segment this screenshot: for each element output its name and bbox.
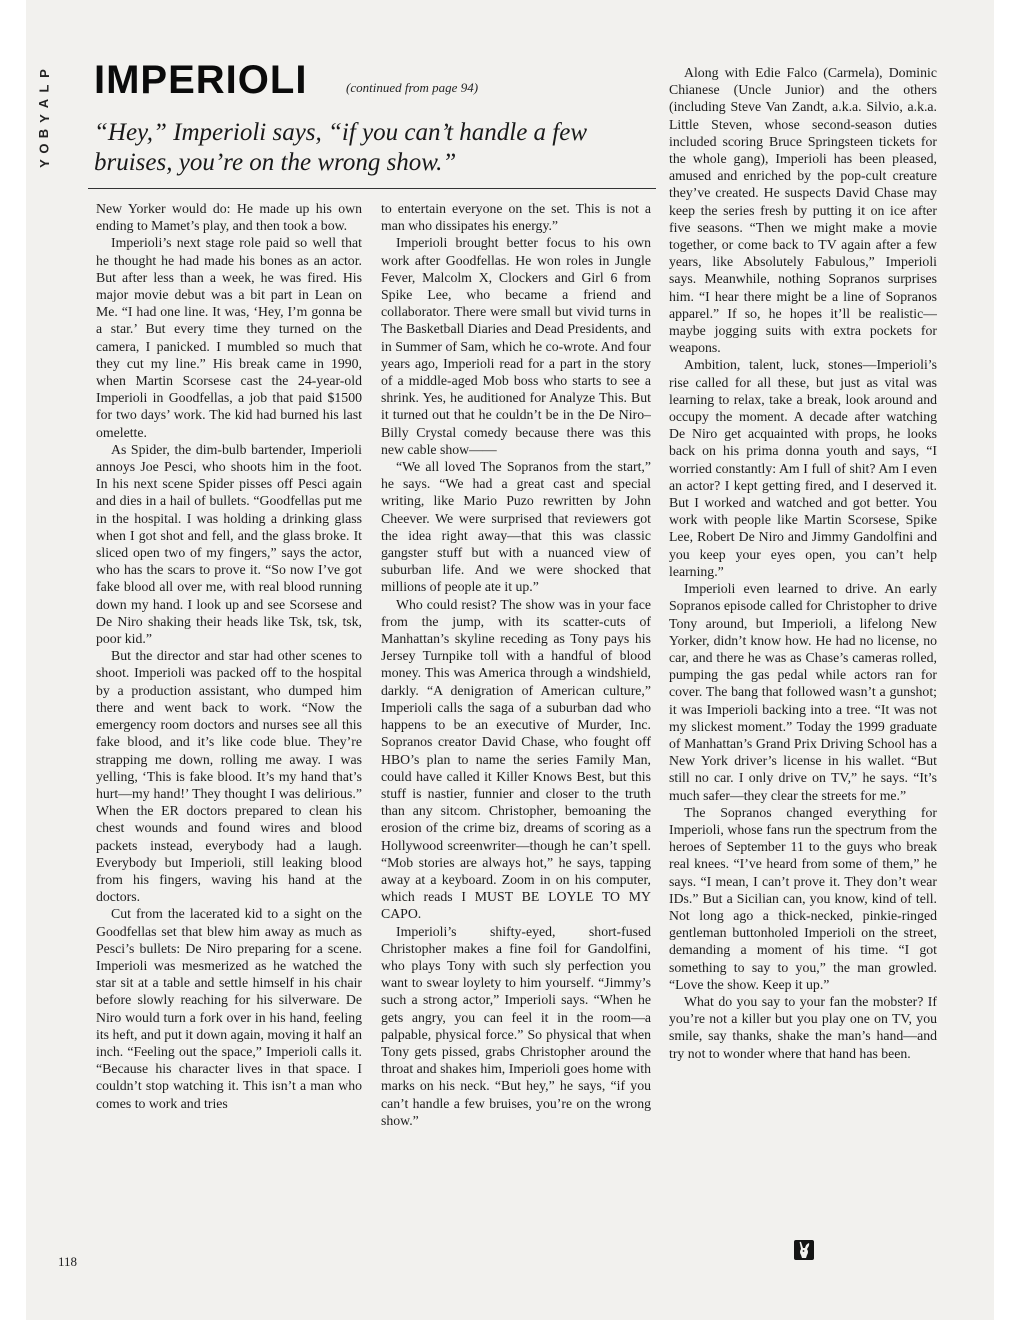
magazine-letter: O [36, 143, 52, 154]
paragraph: As Spider, the dim-bulb bartender, Imperioli annoys Joe Pesci, who shoots him in the foot. In his next scene Spider pisses off Pesci again and dies in a hail of bullets. “Goodfellas put me in the hospital. I was holding a drinking glass when I got shot and fell, and the glass broke. It sliced open two of my fingers,” says the actor, who has the scars to prove it. “So now I’ve got fake blood all over me, with real blood running down my hand. I look up and see Scorsese and De Niro shaking their heads like Tsk, tsk, tsk, poor kid.” [96, 441, 362, 647]
paragraph: What do you say to your fan the mobster? If you’re not a killer but you play one on TV, you smile, say thanks, shake the man’s hand—and try not to wonder where that hand has been. [669, 993, 937, 1061]
magazine-letter: P [36, 69, 52, 78]
text-column-2 [381, 200, 651, 1280]
paragraph: New Yorker would do: He made up his own ending to Mamet’s play, and then took a bow. [96, 201, 362, 234]
paragraph: Imperioli’s shifty-eyed, short-fused Christopher makes a fine foil for Gandolfini, who plays Tony with such sly perfection you want to swear loylety to him yourself. “Jimmy’s such a strong actor,” Imperioli says. “When he gets angry, you can feel it in the room—a palpable, physical force.” So physical that when Tony gets pissed, grabs Christopher around the throat and shakes him, Imperioli goes home with marks on his neck. “But hey,” he says, “if you can’t handle a few bruises, you’re on the wrong show.” [381, 923, 651, 1128]
magazine-letter: A [36, 98, 52, 109]
paragraph: Imperioli’s next stage role paid so well that he thought he had made his bones as an actor. But after less than a week, he was fired. His major movie debut was a bit part in Lean on Me. “I had one line. It was, ‘Hey, I’m gonna be a star.’ But every time they turned on the camera, I panicked. I mumbled so much that they cut my line.” His break came in 1990, when Martin Scorsese cast the 24-year-old Imperioli in Goodfellas, a job that paid $1500 for two days’ work. The kid had burned his last omelette. [96, 235, 362, 440]
paragraph: Imperioli brought better focus to his own work after Goodfellas. He won roles in Jungle Fever, Malcolm X, Clockers and Girl 6 from Spike Lee, who became a friend and collaborator. There were small but vivid turns in The Basketball Diaries and Dead Presidents, and in Summer of Sam, which he co-wrote. And four years ago, Imperioli read for a part in the story of a middle-aged Mob boss who starts to see a shrink. Yes, he auditioned for Analyze This. But it turned out that he couldn’t be in the De Niro–Billy Crystal comedy because there was this new cable show—— [381, 235, 651, 457]
magazine-letter: Y [36, 114, 52, 123]
paragraph: to entertain everyone on the set. This is not a man who dissipates his energy.” [381, 201, 651, 234]
paragraph: Cut from the lacerated kid to a sight on the Goodfellas set that blew him away as much as Pesci’s bullets: De Niro preparing for a scene. Imperioli was mesmerized as he watched the star sit at a table and settle himself in his chair before slowly reaching for his silverware. De Niro would turn a fork over in his hand, feeling its heft, and put it down again, moving it half an inch. “Feeling out the space,” Imperioli calls it. “Because his character lives in that space. I couldn’t stop watching it. This isn’t a man who comes to work and tries [96, 906, 362, 1111]
header-divider [88, 188, 656, 189]
paragraph: Along with Edie Falco (Carmela), Dominic Chianese (Uncle Junior) and the others (including Steve Van Zandt, a.k.a. Silvio, a.k.a. Little Steven, whose second-season duties included scoring Bruce Springsteen tickets for the whole gang), Imperioli has been pleased, amused and enriched by the pop-cult creature they’ve created. He suspects David Chase may keep the series fresh by putting it on ice after five seasons. “Then we might make a movie together, or come back to TV again after a few years, like Absolutely Fabulous,” Imperioli says. Meanwhile, nothing Sopranos surprises him. “I hear there might be a line of Sopranos apparel.” If so, he hopes it’ll be realistic—maybe jogging suits with extra pockets for weapons. [669, 65, 937, 356]
magazine-letter: L [36, 84, 52, 93]
paragraph: Who could resist? The show was in your face from the jump, with its scatter-cuts of Manhattan’s skyline receding as Tony pays his Jersey Turnpike toll with a handful of blood money. This was America through a windshield, darkly. “A denigration of American culture,” Imperioli calls the saga of a suburban dad who happens to be an executive of Murder, Inc. Sopranos creator David Chase, who fought off HBO’s plan to name the series Family Man, could have called it Killer Knows Best, but this stuff is nastier, funnier and closer to the truth than any sitcom. Christopher, bemoaning the erosion of the crime biz, dreams of scoring as a Hollywood screenwriter—though he can’t spell. “Mob stories are always hot,” he says, tapping away at a keyboard. Zoom in on his computer, which reads I MUST BE LOYLE TO MY CAPO. [381, 596, 651, 922]
continued-note: (continued from page 94) [346, 80, 479, 95]
paragraph: Ambition, talent, luck, stones—Imperioli’s rise called for all these, but just as vital was learning to relax, take a break, look around and occupy the moment. A decade after watching De Niro get acquainted with props, he looks back on his prima donna youth and says, “I worried constantly: Am I full of shit? Am I even an actor? I kept getting fired, and I deserved it. But I worked and watched and got better. You work with people like Martin Scorsese, Spike Lee, Robert De Niro and Jimmy Gandolfini and you keep your eyes open, you can’t help learning.” [669, 357, 937, 579]
magazine-name [34, 66, 54, 171]
rabbit-head-icon [794, 1240, 814, 1260]
paragraph: The Sopranos changed everything for Imperioli, whose fans run the spectrum from the heroes of September 11 to the guys who break real knees. “I’ve heard from some of them,” he says. “I mean, I can’t prove it. They don’t wear IDs.” But a Sicilian can, you know, kind of tell. Not long ago a thick-necked, pinkie-ringed gentleman buttonholed Imperioli on the street, demanding a moment of his time. “I got something to say to you,” the man growled. “Love the show. Keep it up.” [669, 804, 937, 992]
magazine-page [26, 0, 994, 1320]
magazine-letter: Y [36, 159, 52, 168]
pull-quote: “Hey,” Imperioli says, “if you can’t handle a few bruises, you’re on the wrong show.” [94, 119, 588, 176]
article-title: IMPERIOLI [94, 58, 308, 102]
text-column-3 [669, 64, 937, 1256]
paragraph: But the director and star had other scenes to shoot. Imperioli was packed off to the hospital by a production assistant, who dumped him there and went back to work. “Now the emergency room doctors and nurses see all this fake blood, and it’s like code blue. They’re strapping me down, rolling me away. I was yelling, ‘This is fake blood. It’s my hand that’s hurt—my hand!’ They thought I was delirious.” When the ER doctors prepared to clean his chest wounds and found wires and blood packets instead, everybody had a laugh. Everybody but Imperioli, still leaking blood from his fingers, waving his hand at the doctors. [96, 648, 362, 905]
text-column-1 [96, 200, 362, 1280]
paragraph: “We all loved The Sopranos from the start,” he says. “We had a great cast and special writing, like Mario Puzo rewritten by John Cheever. We were surprised that reviewers got the idea right away—that this was classic gangster stuff but with a nuanced view of suburban life. And we were shocked that millions of people ate it up.” [381, 459, 651, 595]
magazine-letter: B [36, 128, 52, 139]
paragraph: Imperioli even learned to drive. An early Sopranos episode called for Christopher to drive Tony around, but Imperioli, a lifelong New Yorker, didn’t know how. He had no license, no car, and there he was as Chase’s cameras rolled, pumping the gas pedal while actors ran for cover. The bang that followed wasn’t a gunshot; it was Imperioli backing into a tree. “It was not my slickest moment.” Today the 1999 graduate of Manhattan’s Grand Prix Driving School has a New York driver’s license in his wallet. “But still no car. I only drive on TV,” he says. “It’s much safer—they clear the streets for me.” [669, 581, 937, 803]
page-number: 118 [58, 1254, 78, 1269]
